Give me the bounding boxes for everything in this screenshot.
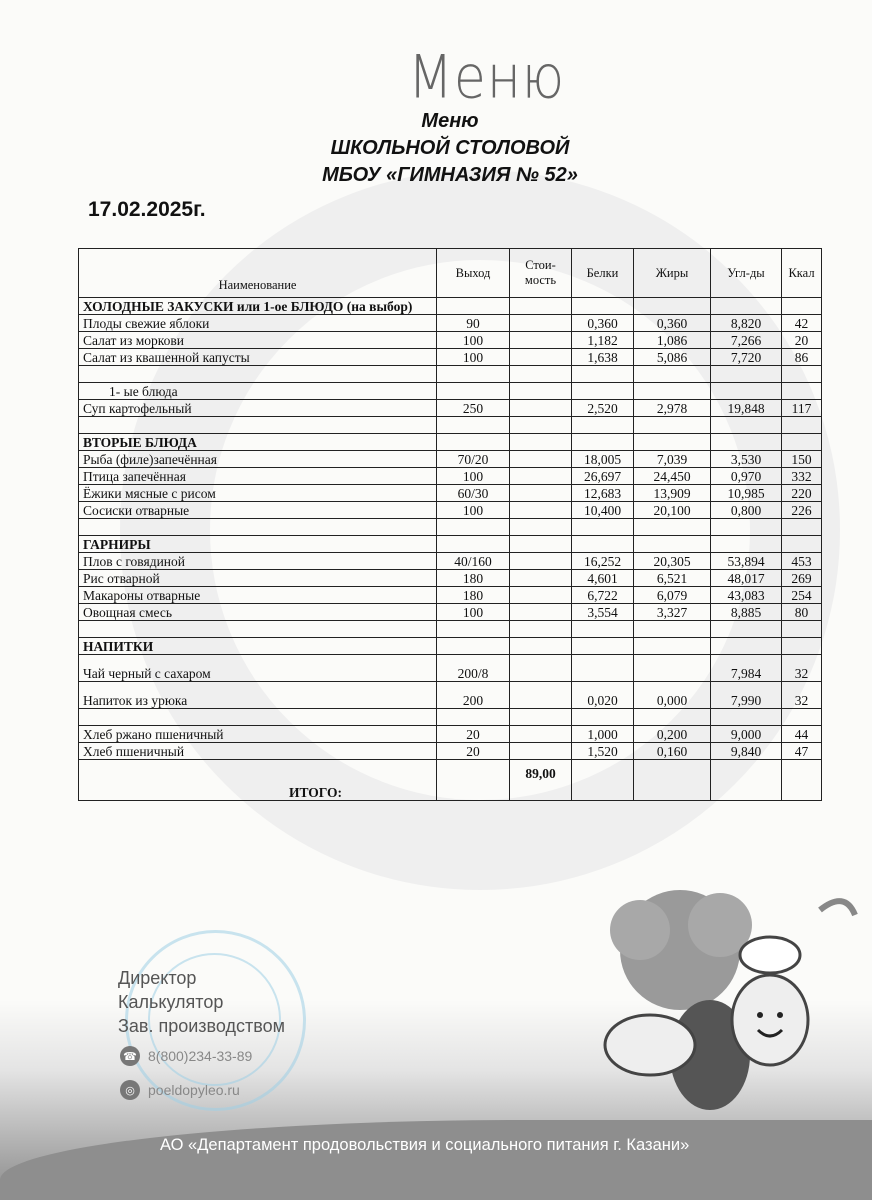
cell-kcal: 453 (782, 553, 822, 570)
table-row (79, 587, 822, 604)
handwritten-title: Меню (408, 43, 566, 113)
cell-carbs (711, 298, 782, 315)
cell-name: Макароны отварные (79, 587, 437, 604)
cell-protein (572, 655, 634, 682)
cell-fat (634, 709, 711, 726)
cell-name: Рыба (филе)запечённая (79, 451, 437, 468)
table-row (79, 604, 822, 621)
cell-carbs (711, 638, 782, 655)
cell-fat: 6,079 (634, 587, 711, 604)
header-protein: Белки (572, 249, 634, 298)
cell-price (510, 400, 572, 417)
footer-organization: АО «Департамент продовольствия и социального питания г. Казани» (160, 1136, 690, 1154)
cell-output: 60/30 (437, 485, 510, 502)
cell-price (510, 638, 572, 655)
header-line-canteen: ШКОЛЬНОЙ СТОЛОВОЙ (330, 137, 570, 159)
cell-kcal: 32 (782, 682, 822, 709)
cell-price (510, 349, 572, 366)
cell-price (510, 743, 572, 760)
cell-output: 40/160 (437, 553, 510, 570)
cell-protein (572, 417, 634, 434)
mascot-eye (757, 1012, 763, 1018)
cell-carbs: 8,885 (711, 604, 782, 621)
cell-carbs: 0,800 (711, 502, 782, 519)
cell-name: Плов с говядиной (79, 553, 437, 570)
table-row (79, 417, 822, 434)
cell-kcal (782, 519, 822, 536)
cell-protein: 6,722 (572, 587, 634, 604)
table-row (79, 570, 822, 587)
menu-table (78, 248, 822, 801)
cell-name: Рис отварной (79, 570, 437, 587)
cell-kcal (782, 709, 822, 726)
total-carbs-cell (711, 760, 782, 801)
signature-calculator: Калькулятор (118, 992, 224, 1012)
cell-name (79, 366, 437, 383)
cell-price (510, 536, 572, 553)
header-line-menu: Меню (421, 110, 479, 132)
cell-output: 180 (437, 570, 510, 587)
cell-fat (634, 434, 711, 451)
header-name: Наименование (79, 249, 437, 298)
cell-price (510, 366, 572, 383)
cell-name (79, 709, 437, 726)
cell-carbs: 7,984 (711, 655, 782, 682)
cell-name: Хлеб пшеничный (79, 743, 437, 760)
cell-fat: 0,200 (634, 726, 711, 743)
total-label: ИТОГО: (79, 760, 437, 801)
cell-carbs (711, 417, 782, 434)
table-row (79, 349, 822, 366)
cell-carbs: 9,840 (711, 743, 782, 760)
cell-fat (634, 519, 711, 536)
cell-fat: 3,327 (634, 604, 711, 621)
cell-price (510, 502, 572, 519)
cell-protein: 10,400 (572, 502, 634, 519)
cell-name: Плоды свежие яблоки (79, 315, 437, 332)
site-text: poeldopyleo.ru (148, 1082, 240, 1098)
cell-protein (572, 709, 634, 726)
cell-carbs (711, 536, 782, 553)
signature-director: Директор (118, 968, 197, 988)
cell-output (437, 434, 510, 451)
cell-fat (634, 536, 711, 553)
cell-output (437, 519, 510, 536)
cell-output (437, 709, 510, 726)
cell-price (510, 383, 572, 400)
cell-kcal: 44 (782, 726, 822, 743)
cell-name (79, 621, 437, 638)
cell-fat (634, 621, 711, 638)
cell-fat: 20,100 (634, 502, 711, 519)
cell-output (437, 621, 510, 638)
table-row (79, 682, 822, 709)
cell-output: 20 (437, 726, 510, 743)
cell-protein (572, 383, 634, 400)
cell-kcal: 86 (782, 349, 822, 366)
cell-name: НАПИТКИ (79, 638, 437, 655)
cell-name (79, 417, 437, 434)
table-row (79, 621, 822, 638)
cell-protein: 4,601 (572, 570, 634, 587)
total-price: 89,00 (510, 760, 572, 801)
cell-protein (572, 519, 634, 536)
cell-protein: 16,252 (572, 553, 634, 570)
cell-output (437, 366, 510, 383)
table-row (79, 519, 822, 536)
cell-output: 100 (437, 502, 510, 519)
cell-price (510, 519, 572, 536)
cell-fat: 13,909 (634, 485, 711, 502)
cell-protein: 0,360 (572, 315, 634, 332)
contact-phone (120, 1046, 252, 1066)
cell-kcal (782, 621, 822, 638)
cell-output (437, 536, 510, 553)
cell-fat: 0,000 (634, 682, 711, 709)
cell-output: 100 (437, 468, 510, 485)
table-row (79, 536, 822, 553)
cell-kcal: 150 (782, 451, 822, 468)
cell-price (510, 434, 572, 451)
mascot-spoon-left (605, 1015, 695, 1075)
mascot-right (732, 975, 808, 1065)
cell-kcal (782, 298, 822, 315)
cell-fat: 24,450 (634, 468, 711, 485)
cell-carbs: 48,017 (711, 570, 782, 587)
table-row (79, 655, 822, 682)
table-row (79, 383, 822, 400)
cell-fat: 20,305 (634, 553, 711, 570)
cell-kcal: 80 (782, 604, 822, 621)
cell-name: Напиток из урюка (79, 682, 437, 709)
header-price: Стои-мость (510, 249, 572, 298)
contact-site (120, 1080, 240, 1100)
mascot-illustration (570, 870, 870, 1140)
table-header-row (79, 249, 822, 298)
cell-carbs: 43,083 (711, 587, 782, 604)
cell-kcal (782, 383, 822, 400)
cell-fat: 5,086 (634, 349, 711, 366)
cell-protein (572, 638, 634, 655)
cell-output: 90 (437, 315, 510, 332)
header-carbs: Угл-ды (711, 249, 782, 298)
cell-protein: 18,005 (572, 451, 634, 468)
cell-fat: 6,521 (634, 570, 711, 587)
cell-protein (572, 434, 634, 451)
header-kcal: Ккал (782, 249, 822, 298)
cell-price (510, 726, 572, 743)
cell-carbs: 53,894 (711, 553, 782, 570)
cell-fat: 0,360 (634, 315, 711, 332)
cell-name: Салат из моркови (79, 332, 437, 349)
table-row (79, 485, 822, 502)
table-row (79, 400, 822, 417)
cell-carbs: 9,000 (711, 726, 782, 743)
cell-fat: 1,086 (634, 332, 711, 349)
cell-kcal (782, 434, 822, 451)
cell-fat: 7,039 (634, 451, 711, 468)
signature-block (118, 966, 285, 1038)
cell-output: 100 (437, 349, 510, 366)
cell-fat (634, 638, 711, 655)
cell-kcal: 226 (782, 502, 822, 519)
cell-kcal: 332 (782, 468, 822, 485)
total-output-cell (437, 760, 510, 801)
cell-price (510, 655, 572, 682)
cell-carbs (711, 709, 782, 726)
cell-name: Сосиски отварные (79, 502, 437, 519)
phone-text: 8(800)234-33-89 (148, 1048, 253, 1064)
cell-protein (572, 621, 634, 638)
cell-price (510, 587, 572, 604)
cell-fat (634, 298, 711, 315)
cell-output: 100 (437, 604, 510, 621)
cell-output: 100 (437, 332, 510, 349)
cell-price (510, 604, 572, 621)
cell-protein: 1,000 (572, 726, 634, 743)
cell-fat (634, 383, 711, 400)
cell-price (510, 451, 572, 468)
table-row (79, 298, 822, 315)
cell-price (510, 417, 572, 434)
header-line-school: МБОУ «ГИМНАЗИЯ № 52» (322, 164, 578, 186)
cell-price (510, 682, 572, 709)
cell-name: Птица запечённая (79, 468, 437, 485)
cell-carbs: 10,985 (711, 485, 782, 502)
cell-price (510, 485, 572, 502)
total-protein-cell (572, 760, 634, 801)
cell-price (510, 553, 572, 570)
cell-protein: 1,182 (572, 332, 634, 349)
cell-name: Хлеб ржано пшеничный (79, 726, 437, 743)
cell-kcal: 220 (782, 485, 822, 502)
cell-kcal (782, 536, 822, 553)
cell-name: ВТОРЫЕ БЛЮДА (79, 434, 437, 451)
mascot-eye (777, 1012, 783, 1018)
table-row (79, 332, 822, 349)
cell-fat: 2,978 (634, 400, 711, 417)
cell-name: Суп картофельный (79, 400, 437, 417)
cell-protein (572, 298, 634, 315)
cell-protein: 12,683 (572, 485, 634, 502)
cell-kcal (782, 366, 822, 383)
cell-protein: 1,520 (572, 743, 634, 760)
cell-kcal: 117 (782, 400, 822, 417)
cell-carbs (711, 519, 782, 536)
cell-name: Овощная смесь (79, 604, 437, 621)
cell-name: Салат из квашенной капусты (79, 349, 437, 366)
cell-price (510, 709, 572, 726)
cell-kcal: 254 (782, 587, 822, 604)
cell-fat: 0,160 (634, 743, 711, 760)
cell-output (437, 298, 510, 315)
cell-carbs (711, 621, 782, 638)
cell-kcal: 20 (782, 332, 822, 349)
table-row (79, 366, 822, 383)
table-row (79, 709, 822, 726)
cell-carbs: 7,990 (711, 682, 782, 709)
cell-protein (572, 536, 634, 553)
globe-icon: ◎ (120, 1080, 140, 1100)
cell-protein: 26,697 (572, 468, 634, 485)
table-row (79, 451, 822, 468)
header-fat: Жиры (634, 249, 711, 298)
cell-price (510, 570, 572, 587)
cell-price (510, 315, 572, 332)
cell-fat (634, 417, 711, 434)
cell-carbs (711, 434, 782, 451)
table-row (79, 315, 822, 332)
cell-output: 180 (437, 587, 510, 604)
cell-protein: 1,638 (572, 349, 634, 366)
cell-name (79, 519, 437, 536)
cell-kcal (782, 638, 822, 655)
cell-kcal: 269 (782, 570, 822, 587)
cell-protein: 2,520 (572, 400, 634, 417)
cell-name: ХОЛОДНЫЕ ЗАКУСКИ или 1-ое БЛЮДО (на выбор) (79, 298, 437, 315)
cell-kcal: 47 (782, 743, 822, 760)
table-body (79, 298, 822, 760)
cell-output (437, 417, 510, 434)
cell-name: Чай черный с сахаром (79, 655, 437, 682)
total-kcal-cell (782, 760, 822, 801)
table-row (79, 726, 822, 743)
cell-fat (634, 366, 711, 383)
cell-kcal: 42 (782, 315, 822, 332)
cell-carbs: 7,266 (711, 332, 782, 349)
cell-carbs (711, 383, 782, 400)
cell-carbs: 19,848 (711, 400, 782, 417)
cell-price (510, 621, 572, 638)
cell-output: 200 (437, 682, 510, 709)
cell-protein: 3,554 (572, 604, 634, 621)
cell-price (510, 468, 572, 485)
cell-kcal (782, 417, 822, 434)
total-fat-cell (634, 760, 711, 801)
table-row (79, 502, 822, 519)
cell-kcal: 32 (782, 655, 822, 682)
cell-protein: 0,020 (572, 682, 634, 709)
total-row (79, 760, 822, 801)
leaf-sprig (820, 901, 855, 915)
cell-carbs: 3,530 (711, 451, 782, 468)
cell-price (510, 332, 572, 349)
cell-price (510, 298, 572, 315)
cell-name: Ёжики мясные с рисом (79, 485, 437, 502)
table-row (79, 638, 822, 655)
header-output: Выход (437, 249, 510, 298)
cell-output: 20 (437, 743, 510, 760)
cell-output (437, 383, 510, 400)
table-row (79, 553, 822, 570)
cell-output: 200/8 (437, 655, 510, 682)
signature-production: Зав. производством (118, 1016, 285, 1036)
cell-carbs: 8,820 (711, 315, 782, 332)
cell-output: 70/20 (437, 451, 510, 468)
cell-name: 1- ые блюда (79, 383, 437, 400)
header-block (0, 108, 872, 189)
cell-carbs (711, 366, 782, 383)
cell-fat (634, 655, 711, 682)
phone-icon: ☎ (120, 1046, 140, 1066)
chef-hat (740, 937, 800, 973)
cell-output (437, 638, 510, 655)
table-row (79, 434, 822, 451)
table-row (79, 468, 822, 485)
cell-carbs: 7,720 (711, 349, 782, 366)
broccoli-bump-left (610, 900, 670, 960)
menu-date: 17.02.2025г. (88, 198, 206, 221)
cell-protein (572, 366, 634, 383)
cell-output: 250 (437, 400, 510, 417)
table-row (79, 743, 822, 760)
cell-carbs: 0,970 (711, 468, 782, 485)
cell-name: ГАРНИРЫ (79, 536, 437, 553)
